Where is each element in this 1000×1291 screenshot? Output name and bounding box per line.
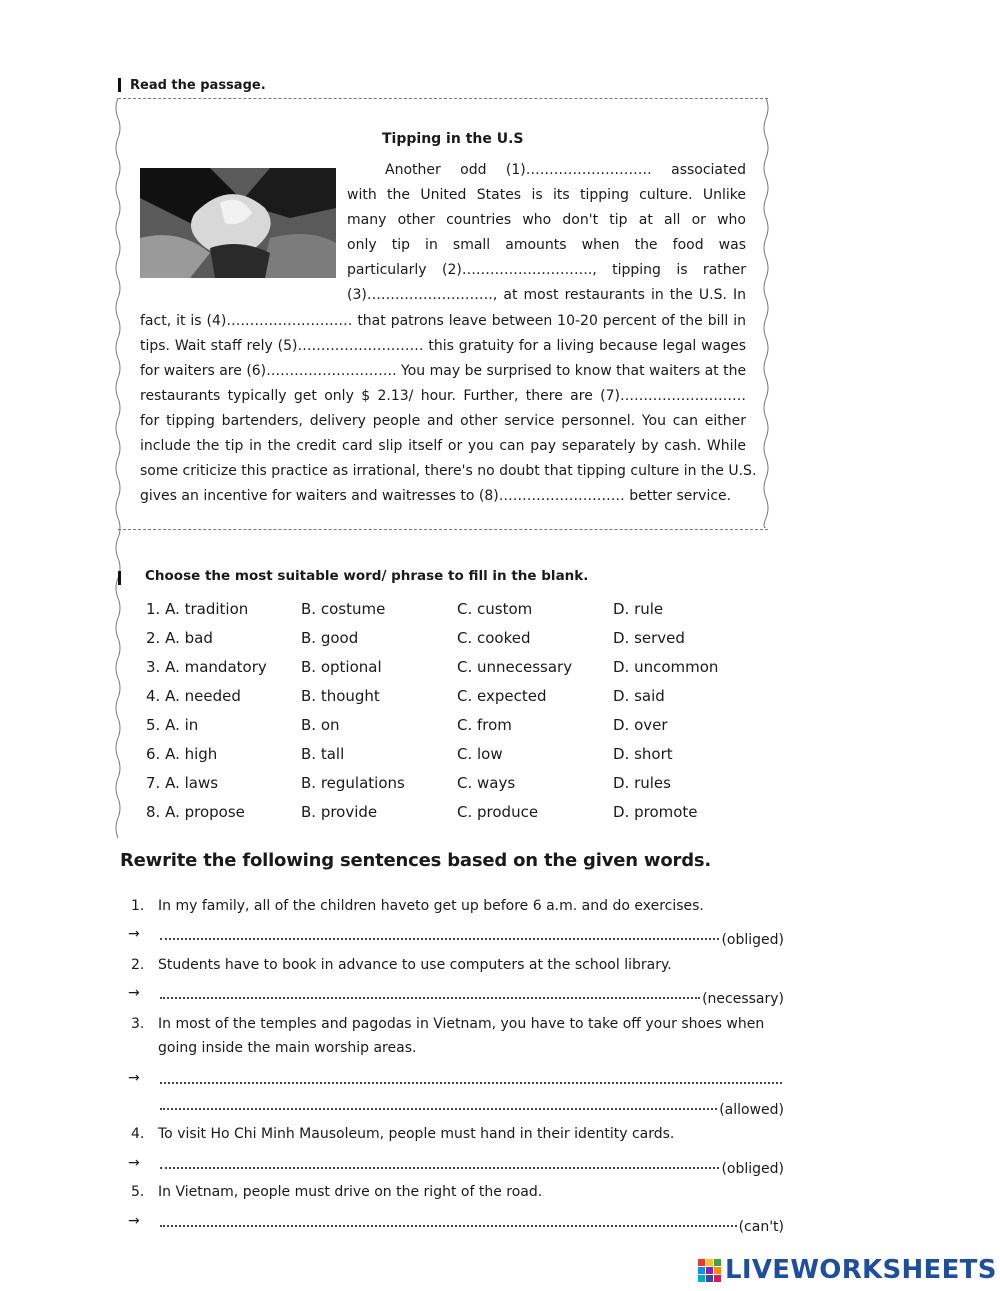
option-b[interactable]: B. costume [301,600,386,618]
sentence-number: 3. [131,1016,145,1032]
hint-word: (obliged) [721,932,784,948]
answer-blank[interactable] [160,1070,784,1088]
logo-square [706,1275,713,1282]
option-d[interactable]: D. promote [613,803,698,821]
answer-blank[interactable] [160,1096,719,1114]
option-d[interactable]: D. rules [613,774,671,792]
logo-square [714,1275,721,1282]
option-b[interactable]: B. thought [301,687,380,705]
option-a[interactable]: 5. A. in [146,716,199,734]
sentence-text: going inside the main worship areas. [158,1040,417,1056]
option-d[interactable]: D. rule [613,600,664,618]
option-c[interactable]: C. produce [457,803,539,821]
option-a[interactable]: 6. A. high [146,745,218,763]
arrow-icon: → [128,926,140,942]
answer-line[interactable] [160,985,784,1007]
sentence-number: 5. [131,1184,145,1200]
hint-word: (obliged) [721,1161,784,1177]
sentence-number: 2. [131,957,145,973]
answer-blank[interactable] [160,1155,721,1173]
choose-instruction: Choose the most suitable word/ phrase to fill in the blank. [145,568,589,584]
option-c[interactable]: C. custom [457,600,533,618]
read-instruction: Read the passage. [130,78,266,93]
passage-line: only tip in small amounts when the food was [347,237,746,253]
answer-blank[interactable] [160,926,721,944]
option-c[interactable]: C. unnecessary [457,658,573,676]
hands-photo-icon [140,168,336,278]
passage-line: include the tip in the credit card slip itself or you can pay separately by cash. While [140,438,746,454]
logo-square [714,1259,721,1266]
passage-line: for tipping bartenders, delivery people and other service personnel. You can either [140,413,746,429]
option-a[interactable]: 1. A. tradition [146,600,249,618]
option-d[interactable]: D. over [613,716,668,734]
option-d[interactable]: D. short [613,745,673,763]
option-b[interactable]: B. optional [301,658,382,676]
option-c[interactable]: C. from [457,716,512,734]
sentence-text: In my family, all of the children haveto get up before 6 a.m. and do exercises. [158,898,704,914]
logo-square [698,1267,705,1274]
passage-line: with the United States is its tipping culture. Unlike [347,187,746,203]
logo-square [714,1267,721,1274]
sentence-text: In Vietnam, people must drive on the right of the road. [158,1184,543,1200]
option-c[interactable]: C. low [457,745,503,763]
answer-blank[interactable] [160,1213,739,1231]
brand-name: LIVEWORKSHEETS [725,1255,997,1285]
sentence-number: 4. [131,1126,145,1142]
passage-line: many other countries who don't tip at all or who [347,212,746,228]
rewrite-heading: Rewrite the following sentences based on the given words. [120,850,712,871]
left-wavy-border [114,98,122,838]
logo-square [706,1267,713,1274]
liveworksheets-logo [698,1255,997,1285]
answer-line[interactable] [160,926,784,948]
passage-photo [140,168,336,278]
answer-line[interactable] [160,1155,784,1177]
sentence-text: To visit Ho Chi Minh Mausoleum, people must hand in their identity cards. [158,1126,675,1142]
option-a[interactable]: 2. A. bad [146,629,213,647]
arrow-icon: → [128,985,140,1001]
option-a[interactable]: 4. A. needed [146,687,241,705]
instruction-marker [118,571,121,585]
option-a[interactable]: 8. A. propose [146,803,245,821]
answer-line[interactable] [160,1096,784,1118]
option-b[interactable]: B. on [301,716,340,734]
option-b[interactable]: B. good [301,629,359,647]
passage-line: tips. Wait staff rely (5)……………………… this gratuity for a living because legal wages [140,338,746,354]
passage-line: some criticize this practice as irrational, there's no doubt that tipping culture in the U.S. [140,463,757,479]
option-b[interactable]: B. regulations [301,774,405,792]
passage-title: Tipping in the U.S [382,131,524,147]
instruction-marker [118,78,121,92]
option-b[interactable]: B. provide [301,803,378,821]
hint-word: (can't) [738,1219,784,1235]
hint-word: (allowed) [719,1102,784,1118]
right-wavy-border [762,98,770,528]
arrow-icon: → [128,1213,140,1229]
option-c[interactable]: C. cooked [457,629,531,647]
sentence-number: 1. [131,898,145,914]
logo-grid-icon [698,1259,721,1282]
arrow-icon: → [128,1070,140,1086]
arrow-icon: → [128,1155,140,1171]
passage-line: fact, it is (4)……………………… that patrons leave between 10-20 percent of the bill in [140,313,746,329]
option-a[interactable]: 3. A. mandatory [146,658,267,676]
passage-line: (3)………………………, at most restaurants in the U.S. In [347,287,746,303]
logo-square [698,1259,705,1266]
passage-line: particularly (2)………………………., tipping is rather [347,262,746,278]
option-b[interactable]: B. tall [301,745,345,763]
hint-word: (necessary) [702,991,784,1007]
option-d[interactable]: D. said [613,687,665,705]
option-d[interactable]: D. uncommon [613,658,719,676]
option-c[interactable]: C. ways [457,774,516,792]
answer-line[interactable] [160,1070,784,1088]
passage-line: for waiters are (6)………………………. You may be surprised to know that waiters at the [140,363,747,379]
passage-line: Another odd (1)……………………… associated [385,162,746,178]
option-d[interactable]: D. served [613,629,685,647]
passage-line: gives an incentive for waiters and waitresses to (8)……………………… better service. [140,488,732,504]
logo-square [698,1275,705,1282]
answer-line[interactable] [160,1213,784,1235]
passage-line: restaurants typically get only $ 2.13/ hour. Further, there are (7)……………………… [140,388,746,404]
sentence-text: In most of the temples and pagodas in Vietnam, you have to take off your shoes when [158,1016,765,1032]
answer-blank[interactable] [160,985,702,1003]
option-a[interactable]: 7. A. laws [146,774,219,792]
sentence-text: Students have to book in advance to use computers at the school library. [158,957,672,973]
logo-square [706,1259,713,1266]
option-c[interactable]: C. expected [457,687,547,705]
